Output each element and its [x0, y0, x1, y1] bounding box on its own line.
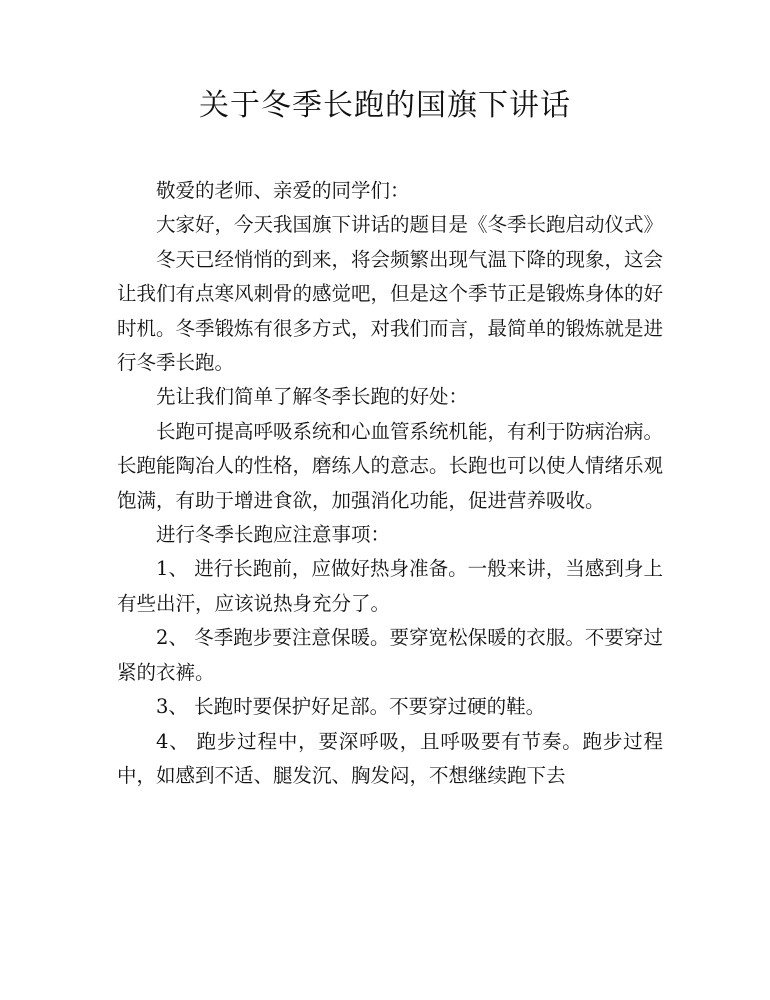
paragraph-benefits: 长跑可提高呼吸系统和心血管系统机能，有利于防病治病。长跑能陶冶人的性格，磨练人的意志。长跑也可以使人情绪乐观饱满，有助于增进食欲，加强消化功能，促进营养吸收。	[117, 419, 664, 512]
paragraph-winter: 冬天已经悄悄的到来，将会频繁出现气温下降的现象，这会让我们有点寒风刺骨的感觉吧，但是这个季节正是锻炼身体的好时机。冬季锻炼有很多方式，对我们而言，最简单的锻炼就是进行冬季长跑。	[117, 247, 664, 375]
paragraph-item-3: 3、 长跑时要保护好足部。不要穿过硬的鞋。	[156, 695, 546, 719]
paragraph-item-4: 4、 跑步过程中，要深呼吸，且呼吸要有节奏。跑步过程中，如感到不适、腿发沉、胸发闷，不想继续跑下去	[117, 729, 663, 787]
document-body	[117, 174, 663, 793]
paragraph-benefits-heading: 先让我们简单了解冬季长跑的好处：	[156, 385, 469, 409]
paragraph-greeting: 敬爱的老师、亲爱的同学们：	[156, 179, 410, 202]
paragraph-item-2: 2、 冬季跑步要注意保暖。要穿宽松保暖的衣服。不要穿过紧的衣裤。	[117, 626, 663, 684]
paragraph-intro: 大家好，今天我国旗下讲话的题目是《冬季长跑启动仪式》	[156, 213, 664, 237]
paragraph-precautions-heading: 进行冬季长跑应注意事项：	[156, 523, 391, 547]
paragraph-item-1: 1、 进行长跑前，应做好热身准备。一般来讲，当感到身上有些出汗，应该说热身充分了。	[117, 557, 663, 615]
document-title: 关于冬季长跑的国旗下讲话	[199, 88, 571, 123]
